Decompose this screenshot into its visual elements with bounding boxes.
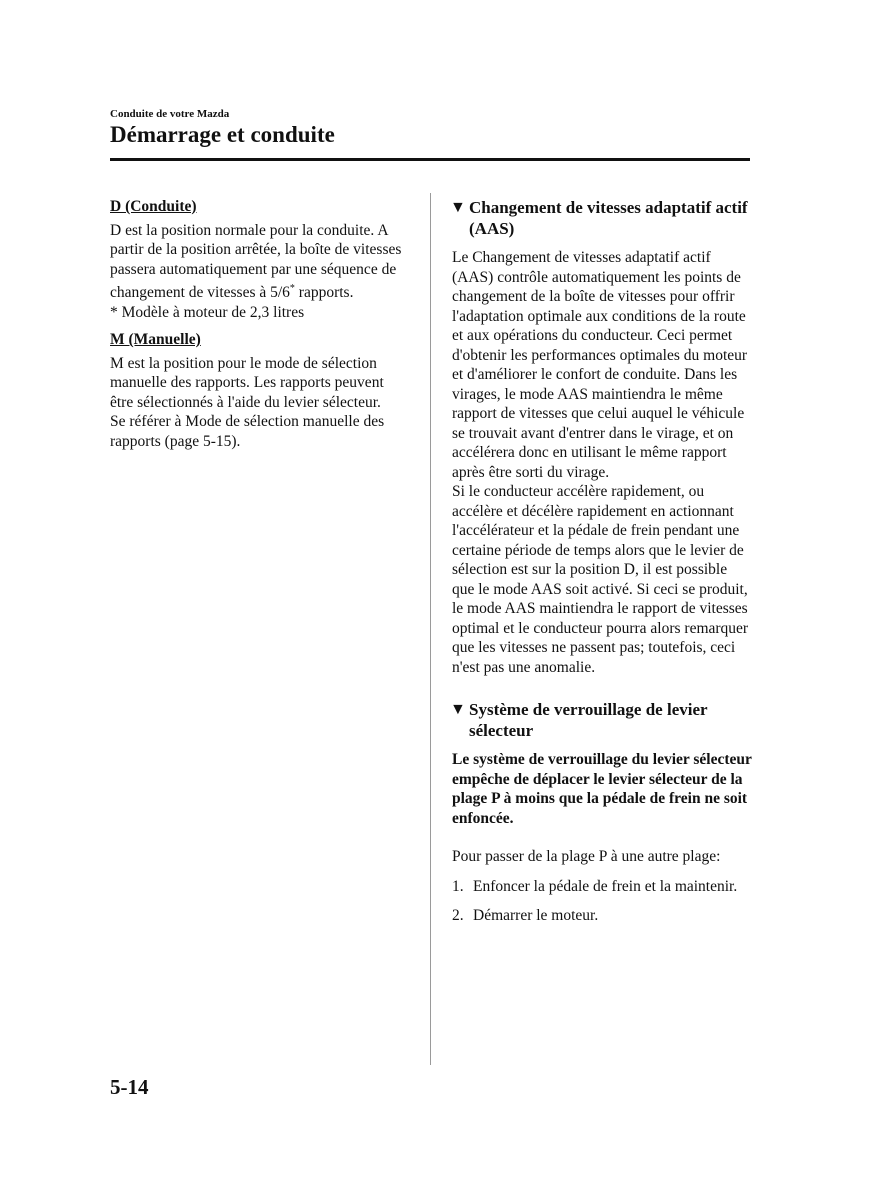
page-title: Démarrage et conduite: [110, 122, 335, 147]
triangle-marker-icon: ▼: [450, 701, 466, 718]
drive-body: [110, 221, 410, 303]
list-item-number: 1.: [452, 877, 464, 895]
drive-body-text: D est la position normale pour la conduite. A partir de la position arrêtée, la boîte de vitesses passera automatiquement par une séquence de changement de vitesses à 5/6: [110, 221, 402, 302]
footnote-marker: *: [289, 283, 295, 294]
aas-heading: [450, 197, 752, 239]
drive-footnote: * Modèle à moteur de 2,3 litres: [110, 303, 305, 321]
column-divider: [430, 193, 431, 1065]
aas-paragraph-1: Le Changement de vitesses adaptatif actif (AAS) contrôle automatiquement les points de changement de la boîte de vitesses pour offrir l'adaptation optimale aux conditions de la route et aux opérations du conducteur. Ceci permet d'obtenir les performances optimales du moteur et d'améliorer le confort de conduite. Dans les virages, le mode AAS maintiendra le même rapport de vitesses que celui auquel le véhicule se trouvait avant d'entrer dans le virage, et on accélérera donc en utilisant le même rapport après être sorti du virage.: [452, 249, 748, 481]
aas-paragraph-2: Si le conducteur accélère rapidement, ou accélère et décélère rapidement en actionnant l'accélérateur et la pédale de frein pendant une certaine période de temps alors que le levier de sélection est sur la position D, il est possible que le mode AAS soit activé. Si ceci se produit, le mode AAS maintiendra le rapport de vitesses optimal et le conducteur pourra alors remarquer que les vitesses ne passent pas; toutefois, ceci n'est pas une anomalie.: [452, 483, 749, 676]
header-divider: [110, 158, 750, 161]
aas-heading-text: Changement de vitesses adaptatif actif (AAS): [469, 198, 748, 238]
manual-reference: Se référer à Mode de sélection manuelle des rapports (page 5-15).: [110, 413, 385, 450]
lock-heading: [450, 699, 752, 741]
triangle-marker-icon: ▼: [450, 199, 466, 216]
drive-body-end: rapports.: [294, 284, 354, 302]
lock-heading-text: Système de verrouillage de levier sélecteur: [469, 700, 708, 740]
lock-warning-paragraph: Le système de verrouillage du levier sélecteur empêche de déplacer le levier sélecteur de la plage P à moins que la pédale de frein ne soit enfoncée.: [452, 751, 752, 827]
right-column: [452, 197, 752, 926]
manual-body: M est la position pour le mode de sélection manuelle des rapports. Les rapports peuvent être sélectionnés à l'aide du levier sélecteur.: [110, 354, 384, 411]
list-item: [452, 877, 752, 897]
list-item: [452, 906, 752, 926]
list-item-text: Démarrer le moteur.: [473, 907, 599, 924]
manual-heading: M (Manuelle): [110, 331, 201, 349]
drive-heading: D (Conduite): [110, 198, 197, 215]
left-column: [110, 197, 410, 451]
lock-intro: Pour passer de la plage P à une autre plage:: [452, 848, 721, 865]
page-number: 5-14: [110, 1075, 149, 1099]
list-item-text: Enfoncer la pédale de frein et la maintenir.: [473, 877, 738, 895]
chapter-label: Conduite de votre Mazda: [110, 108, 230, 120]
list-item-number: 2.: [452, 907, 464, 924]
